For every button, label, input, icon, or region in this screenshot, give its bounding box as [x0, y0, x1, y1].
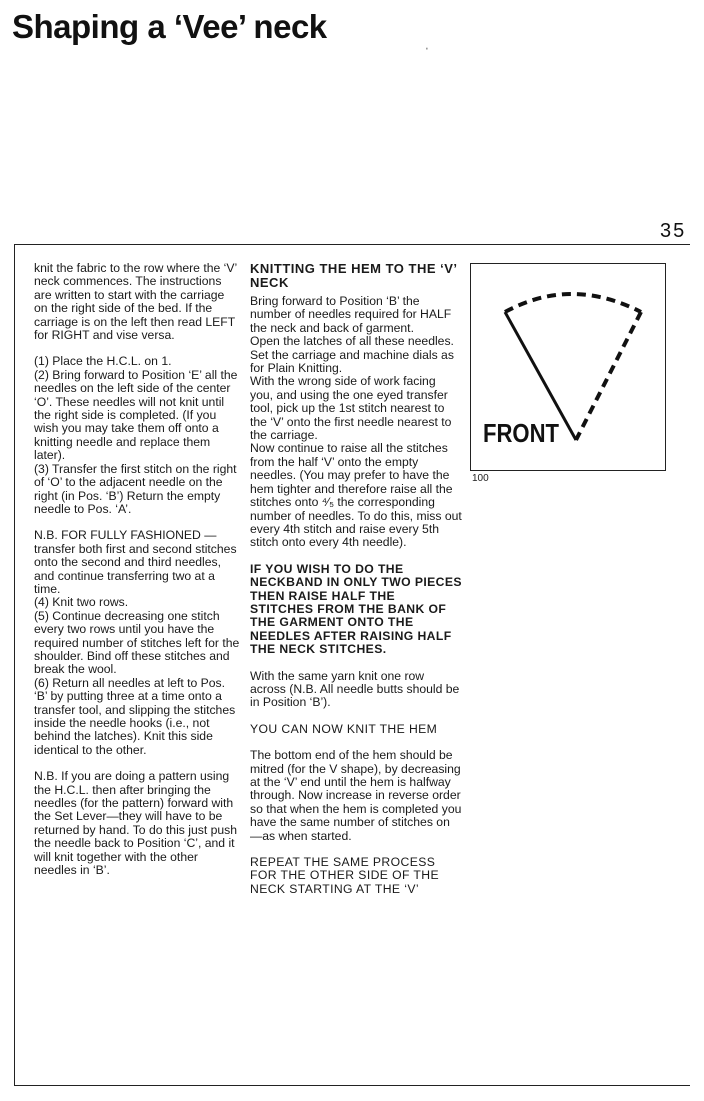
- paragraph: N.B. FOR FULLY FASHIONED —transfer both first and second stitches onto the second and third needles, and continue transferring two at a time. (4) Knit two rows. (5) Continue decreasing one stitch every two rows until you have the required number of stitches left for the shoulder. Bind off these stitches and break the wool. (6) Return all needles at left to Pos. ‘B’ by putting three at a time onto a transfer tool, and slipping the stitches inside the needle hooks (i.e., not behind the latches). Knit this side identical to the other.: [34, 528, 240, 757]
- page-number: 35: [660, 220, 687, 242]
- paragraph: REPEAT THE SAME PROCESS FOR THE OTHER SIDE OF THE NECK STARTING AT THE ‘V’: [250, 855, 439, 896]
- paragraph: knit the fabric to the row where the ‘V’ neck commences. The instructions are written to start with the carriage on the right side of the bed. If the carriage is on the left then read LEFT for RIGHT and vise versa.: [34, 261, 237, 343]
- text-column-1: [34, 262, 240, 890]
- paragraph-emphasis: IF YOU WISH TO DO THE NECKBAND IN ONLY TWO PIECES THEN RAISE HALF THE STITCHES FROM THE BANK OF THE GARMENT ONTO THE NEEDLES AFTER RAISING HALF THE NECK STITCHES.: [250, 561, 462, 657]
- paragraph: Bring forward to Position ‘B’ the number of needles required for HALF the neck and back of garment. Open the latches of all these needles. Set the carriage and machine dials as for Plain Knitting. With the wrong side of work facing you, and using the one eyed transfer tool, pick up the 1st stitch nearest to the ‘V’ onto the first needle nearest to the carriage. Now continue to raise all the stitches from the half ‘V’ onto the empty needles. (You may prefer to have the hem tighter and therefore raise all the stitches onto ⁴⁄₅ the corresponding number of needles. To do this, miss out every 4th stitch and raise every 5th stitch onto every 4th needle).: [250, 294, 462, 550]
- paragraph: (1) Place the H.C.L. on 1. (2) Bring forward to Position ‘E’ all the needles on the left side of the center ‘O’. These needles will not knit until the right side is completed. (If you wish you may take them off onto a knitting needle and replace them later). (3) Transfer the first stitch on the right of ‘O’ to the adjacent needle on the right (in Pos. ‘B’) Return the empty needle to Pos. ‘A’.: [34, 354, 238, 516]
- page-title: Shaping a ‘Vee’ neck: [12, 8, 327, 45]
- paragraph: N.B. If you are doing a pattern using the H.C.L. then after bringing the needles (for the pattern) forward with the Set Lever—they will have to be returned by hand. To do this just push the needle back to Position ‘C’, and it will knit together with the other needles in ‘B’.: [34, 769, 238, 878]
- section-heading: KNITTING THE HEM TO THE ‘V’ NECK: [250, 261, 457, 290]
- text-column-2: [250, 262, 462, 909]
- v-neck-shape: [471, 264, 664, 469]
- paragraph: With the same yarn knit one row across (N.B. All needle butts should be in Position ‘B’).: [250, 668, 460, 710]
- front-label: FRONT: [483, 418, 560, 448]
- figure-number: 100: [472, 473, 489, 484]
- paragraph: The bottom end of the hem should be mitred (for the V shape), by decreasing at the ‘V’ end until the hem is halfway through. Now increase in reverse order so that when the hem is completed you have the same number of stitches on —as when started.: [250, 748, 462, 843]
- paragraph-subheading: YOU CAN NOW KNIT THE HEM: [250, 721, 438, 736]
- scan-mark: ·: [424, 38, 430, 57]
- dashed-edge: [576, 312, 641, 440]
- v-neck-diagram: [470, 263, 666, 471]
- dashed-arc: [505, 294, 641, 312]
